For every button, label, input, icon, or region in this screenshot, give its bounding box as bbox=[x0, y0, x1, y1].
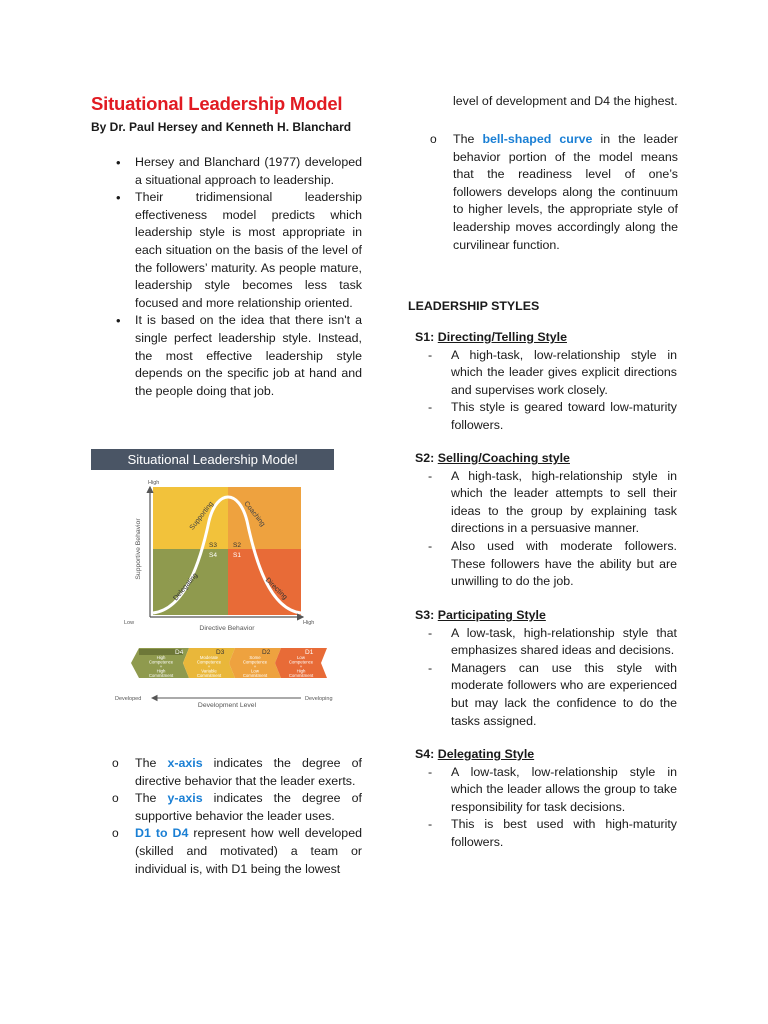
d1-code: D1 bbox=[305, 649, 314, 656]
d4-line1: High bbox=[156, 655, 166, 660]
situational-leadership-figure bbox=[91, 449, 334, 711]
d3-line4: Variable bbox=[201, 668, 217, 674]
d3-line1: Moderate bbox=[199, 655, 219, 660]
x-axis-label: Directive Behavior bbox=[199, 625, 255, 632]
d1-line3: + bbox=[299, 664, 303, 669]
development-level-label: Development Level bbox=[197, 702, 257, 709]
d3-line2: Competence bbox=[196, 659, 222, 665]
model-diagram bbox=[91, 449, 334, 711]
d2-line2: Competence bbox=[242, 659, 268, 665]
d1-line4: High bbox=[296, 668, 306, 674]
d3-code: D3 bbox=[216, 649, 225, 656]
leadership-styles-heading: LEADERSHIP STYLES bbox=[408, 299, 540, 313]
style-point: - A low-task, low-relationship style in which the leader allows the group to take responsibility for task decisions. bbox=[415, 764, 677, 817]
axis-note-item: o D1 to D4 represent how well developed (skilled and motivated) a team or individual is, with D1 being the lowest bbox=[112, 825, 362, 878]
document-title: Situational Leadership Model bbox=[91, 93, 343, 114]
style-s3 bbox=[415, 607, 677, 730]
d4-code: D4 bbox=[175, 649, 184, 656]
style-point: - A low-task, high-relationship style that emphasizes shared ideas and decisions. bbox=[415, 625, 677, 660]
author-byline: By Dr. Paul Hersey and Kenneth H. Blanchard bbox=[91, 120, 352, 134]
developing-label: Developing bbox=[305, 696, 333, 702]
highlight-term: y-axis bbox=[167, 791, 203, 806]
style-point: - Managers can use this style with moderate followers who are experienced but may lack the confidence to do the tasks assigned. bbox=[415, 660, 677, 730]
quadrant-coaching bbox=[228, 487, 301, 549]
style-title: S3: Participating Style bbox=[415, 608, 546, 622]
intro-bullet-list bbox=[112, 154, 362, 400]
quadrant-label-delegating: Delegating bbox=[172, 571, 200, 603]
style-title: S4: Delegating Style bbox=[415, 747, 535, 761]
x-low-label: Low bbox=[124, 620, 135, 626]
developed-label: Developed bbox=[115, 696, 142, 702]
style-point: - A high-task, high-relationship style in which the leader attempts to sell their ideas to the group by explaining task directions in a persuasive manner. bbox=[415, 468, 677, 538]
d1-line5: Commitment bbox=[288, 673, 314, 678]
axis-note-item: o The y-axis indicates the degree of supportive behavior the leader uses. bbox=[112, 790, 362, 825]
axis-notes-list bbox=[112, 755, 362, 878]
d3-line3: + bbox=[207, 664, 211, 669]
curve-note-list bbox=[430, 131, 678, 254]
x-high-label: High bbox=[303, 620, 315, 626]
highlight-term: x-axis bbox=[167, 756, 203, 770]
d4-line4: High bbox=[156, 668, 166, 674]
style-point: - A high-task, low-relationship style in which the leader gives explicit directions and supervises work closely. bbox=[415, 347, 677, 400]
y-high-label: High bbox=[148, 480, 160, 486]
s4-label: S4 bbox=[209, 552, 217, 559]
intro-bullet: • Their tridimensional leadership effectiveness model predicts which leadership style is most appropriate in each situation on the basis of the level of the followers’ maturity. As people mature, leadership style becomes less task focused and more relationship oriented. bbox=[112, 189, 362, 312]
d3-line5: Commitment bbox=[196, 673, 222, 678]
d4-line5: Commitment bbox=[148, 673, 174, 678]
highlight-term: D1 to D4 bbox=[135, 826, 189, 841]
s1-label: S1 bbox=[233, 552, 241, 559]
intro-bullet: • Hersey and Blanchard (1977) developed a situational approach to leadership. bbox=[112, 154, 362, 189]
d2-line3: + bbox=[253, 664, 257, 669]
style-title: S2: Selling/Coaching style bbox=[415, 451, 570, 465]
quadrant-label-supporting: Supporting bbox=[188, 500, 215, 532]
intro-bullet: • It is based on the idea that there isn't a single perfect leadership style. Instead, the most effective leadership style depends on the specific job at hand and the people doing that job. bbox=[112, 312, 362, 400]
style-s2 bbox=[415, 450, 677, 591]
quadrant-supporting bbox=[153, 487, 228, 549]
d2-line5: Commitment bbox=[242, 673, 268, 678]
style-point: - This is best used with high-maturity followers. bbox=[415, 816, 677, 851]
d2-code: D2 bbox=[262, 649, 271, 656]
style-s4 bbox=[415, 746, 677, 852]
style-s1 bbox=[415, 329, 677, 435]
s3-label: S3 bbox=[209, 542, 217, 549]
d4-line2: Competence bbox=[148, 659, 174, 665]
figure-title: Situational Leadership Model bbox=[91, 449, 334, 470]
d1-line1: Low bbox=[297, 655, 305, 660]
continued-note: level of development and D4 the highest. bbox=[453, 94, 678, 108]
style-point: - Also used with moderate followers. These followers have the ability but are unwilling to do the job. bbox=[415, 538, 677, 591]
d1-line2: Competence bbox=[288, 659, 314, 665]
highlight-term: bell-shaped curve bbox=[482, 132, 593, 146]
d2-line4: Low bbox=[251, 668, 259, 674]
d4-line3: + bbox=[159, 664, 163, 669]
y-axis-label: Supportive Behavior bbox=[135, 518, 142, 580]
axis-note-item: o The x-axis indicates the degree of directive behavior that the leader exerts. bbox=[112, 755, 362, 790]
style-title: S1: Directing/Telling Style bbox=[415, 330, 567, 344]
quadrant-label-directing: Directing bbox=[263, 576, 289, 602]
d2-line1: Some bbox=[249, 655, 261, 660]
style-point: - This style is geared toward low-maturity followers. bbox=[415, 399, 677, 434]
quadrant-label-coaching: Coaching bbox=[242, 500, 267, 528]
curve-note-item: o The bell-shaped curve in the leader behavior portion of the model means that the readiness level of one’s followers develops along the continuum to higher levels, the appropriate style of leadership moves accordingly along the curvilinear function. bbox=[430, 131, 678, 254]
s2-label: S2 bbox=[233, 542, 241, 549]
